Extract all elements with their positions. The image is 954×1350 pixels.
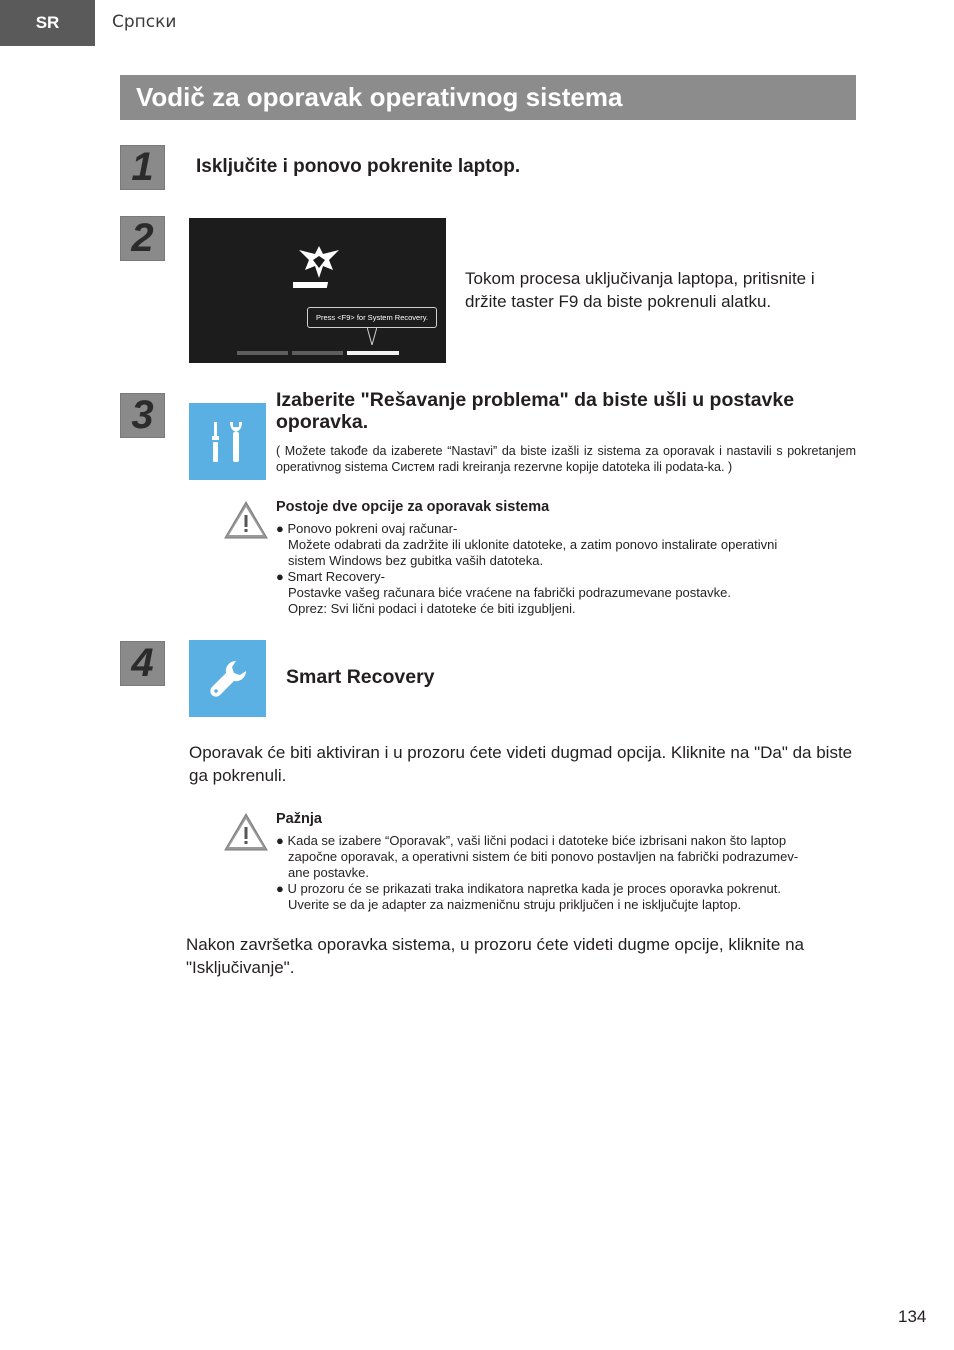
step-number-2: 2: [120, 216, 165, 261]
step3-note: ( Možete takođe da izaberete “Nastavi” da biste izašli iz sistema za oporavak i nastavili s pokretanjem operativnog sistema Систем radi kreiranja rezervne kopije datoteka ili podata-ka. ): [276, 444, 856, 474]
boot-screen-image: [189, 218, 446, 363]
language-name: Српски: [112, 12, 177, 32]
warning-item-1-line-2: sistem Windows bez gubitka vaših datoteka.: [288, 553, 544, 568]
step4-warning-list: [276, 833, 856, 913]
warning-item-1-title: ● Ponovo pokreni ovaj računar-: [276, 521, 458, 536]
smart-recovery-label: Smart Recovery: [286, 666, 435, 688]
aorus-eagle-logo: [293, 240, 345, 292]
warning-item-2-line-2: Oprez: Svi lični podaci i datoteke će biti izgubljeni.: [288, 601, 576, 616]
step-number-3: 3: [120, 393, 165, 438]
step4-text: Oporavak će biti aktiviran i u prozoru ćete videti dugmad opcija. Kliknite na "Da" da biste ga pokrenuli.: [189, 743, 853, 785]
smart-recovery-tile: [189, 640, 266, 717]
step1-text: Isključite i ponovo pokrenite laptop.: [196, 156, 521, 177]
warning-item-1-line-1: ● Kada se izabere “Oporavak”, vaši lični podaci i datoteke biće izbrisani nakon što laptop: [276, 833, 787, 848]
progress-segment-2: [292, 351, 343, 355]
step3-heading: Izaberite "Rešavanje problema" da biste ušli u postavke oporavka.: [276, 389, 795, 433]
warning-item-2-line-2: Uverite se da je adapter za naizmeničnu struju priključen i ne isključujte laptop.: [288, 897, 742, 912]
warning-item-2-line-1: Postavke vašeg računara biće vraćene na fabrički podrazumevane postavke.: [288, 585, 731, 600]
warning-item-2-title: ● Smart Recovery-: [276, 569, 385, 584]
progress-segment-3: [347, 351, 399, 355]
language-tab: [0, 0, 95, 46]
warning-item-2-line-1: ● U prozoru će se prikazati traka indikatora napretka kada je proces oporavka pokrenut.: [276, 881, 782, 896]
step4-warning-title: Pažnja: [276, 811, 322, 827]
step3-warning-title: Postoje dve opcije za oporavak sistema: [276, 499, 550, 515]
boot-prompt: Press <F9> for System Recovery.: [307, 307, 437, 328]
step-number-1: 1: [120, 145, 165, 190]
warning-item-1-line-3: ane postavke.: [288, 865, 369, 880]
page-title: Vodič za oporavak operativnog sistema: [136, 82, 623, 112]
step-number-4: 4: [120, 641, 165, 686]
language-code: SR: [0, 0, 95, 46]
step3-warning-list: [276, 521, 856, 617]
page-number: 134: [898, 1307, 927, 1326]
prompt-pointer: [367, 327, 377, 345]
warning-triangle-icon: [223, 812, 269, 852]
progress-segment-1: [237, 351, 288, 355]
troubleshoot-tile: [189, 403, 266, 480]
warning-triangle-icon: [223, 500, 269, 540]
title-banner: [120, 75, 856, 120]
step2-text: Tokom procesa uključivanja laptopa, pritisnite i držite taster F9 da biste pokrenuli alatku.: [465, 269, 815, 311]
closing-text: Nakon završetka oporavka sistema, u prozoru ćete videti dugme opcije, kliknite na "Isključivanje".: [186, 935, 804, 977]
warning-item-1-line-2: započne oporavak, a operativni sistem će biti ponovo postavljen na fabrički podrazumev-: [288, 849, 799, 864]
screwdriver-wrench-icon: [210, 420, 246, 464]
warning-item-1-line-1: Možete odabrati da zadržite ili uklonite datoteke, a zatim ponovo instalirate operativni: [288, 537, 778, 552]
wrench-icon: [206, 657, 250, 701]
